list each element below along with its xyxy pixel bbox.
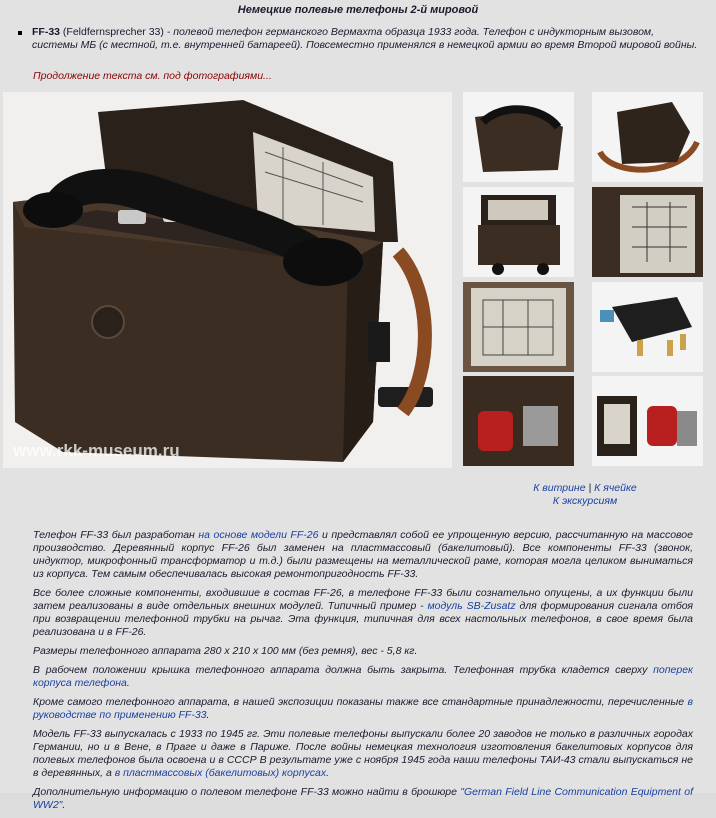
intro-text: - полевой телефон германского Вермахта образца 1933 года. Телефон с индукторным вызовом, системы МБ (с местной, т.е. внутренней батареей). Повсеместно применялся в немецкой армии во время Второй мировой войны. bbox=[32, 26, 698, 51]
page-title: Немецкие полевые телефоны 2-й мировой bbox=[237, 4, 479, 16]
intro-paragraph bbox=[18, 26, 698, 52]
thumbnail-3[interactable] bbox=[463, 282, 574, 372]
thumbnail-phone-strap bbox=[592, 92, 703, 182]
paragraph-2: Все более сложные компоненты, входившие в состав FF-26, в телефоне FF-33 были сознательно опущены, а их функции были затем реализованы в виде отдельных внешних модулей. Типичный пример - модуль SB-Zusatz для формирования сигнала отбоя при возвращении телефонной трубки на рычаг. Эта функция, типичная для всех настольных телефонов, в свое время была реализована и в FF-26. bbox=[33, 587, 694, 638]
thumbnail-internals bbox=[463, 376, 574, 466]
link-tours[interactable]: К экскурсиям bbox=[552, 495, 618, 507]
thumbnail-2[interactable] bbox=[463, 187, 574, 277]
paragraph-6: Модель FF-33 выпускалась с 1933 по 1945 гг. Эти полевые телефоны выпускали более 20 заводов не только в различных городах Германии, но и в Вене, в Праге и даже в Париже. После войны немецкая технология изготовления бакелитовых корпусов для полевых телефонов была освоена и в СССР В результате уже с ноября 1945 года наши телефоны ТАИ-43 стали выпускаться не в деревянных, а в пластмассовых (бакелитовых) корпусах. bbox=[33, 728, 693, 779]
thumbnail-5[interactable] bbox=[592, 92, 703, 182]
thumbnail-frame bbox=[592, 376, 703, 466]
link-manual[interactable]: в руководстве по применению FF-33 bbox=[33, 696, 693, 721]
link-sb-zusatz[interactable]: модуль SB-Zusatz bbox=[427, 600, 516, 612]
thumbnail-phone-closed bbox=[463, 92, 574, 182]
thumbnail-6[interactable] bbox=[592, 187, 703, 277]
model-full-name: (Feldfernsprecher 33) bbox=[60, 26, 164, 38]
model-name: FF-33 bbox=[32, 26, 61, 38]
thumbnail-8[interactable] bbox=[592, 376, 703, 466]
paragraph-1: Телефон FF-33 был разработан на основе модели FF-26 и представлял собой ее упрощенную версию, рассчитанную на массовое производство. Деревянный корпус FF-26 был заменен на пластмассовый (бакелитовый). Все компоненты FF-33 (звонок, индуктор, микрофонный трансформатор и т.д.) были размещены на металлической раме, которая могла целиком выниматься из корпуса. Тем самым обеспечивалась высокая ремонтопригодность FF-33. bbox=[33, 529, 693, 580]
paragraph-3: Размеры телефонного аппарата 280 х 210 х 100 мм (без ремня), вес - 5,8 кг. bbox=[33, 645, 418, 657]
thumbnail-4[interactable] bbox=[463, 376, 574, 466]
link-brochure[interactable]: "German Field Line Communication Equipment of WW2" bbox=[33, 786, 693, 811]
paragraph-5: Кроме самого телефонного аппарата, в нашей экспозиции показаны также все стандартные принадлежности, перечисленные в руководстве по применению FF-33. bbox=[33, 696, 693, 721]
thumbnail-lid-diagram bbox=[592, 187, 703, 277]
bullet-icon bbox=[18, 31, 22, 35]
field-telephone-photo bbox=[3, 92, 452, 468]
link-ff26[interactable]: на основе модели FF-26 bbox=[198, 529, 319, 541]
link-handset-position[interactable]: поперек корпуса телефона bbox=[33, 664, 693, 689]
paragraph-4: В рабочем положении крышка телефонного аппарата должна быть закрыта. Телефонная трубка кладется сверху поперек корпуса телефона. bbox=[33, 664, 693, 689]
main-photo[interactable] bbox=[3, 92, 452, 468]
thumbnail-1[interactable] bbox=[463, 92, 574, 182]
link-cell[interactable]: К ячейке bbox=[594, 482, 637, 494]
article-body bbox=[33, 529, 693, 818]
nav-separator: | bbox=[588, 482, 592, 494]
thumbnail-phone-open bbox=[463, 187, 574, 277]
thumbnail-module bbox=[592, 282, 703, 372]
watermark: www.rkk-museum.ru bbox=[13, 441, 180, 460]
paragraph-7: Дополнительную информацию о полевом телефоне FF-33 можно найти в брошюре "German Field Line Communication Equipment of WW2". bbox=[33, 786, 693, 811]
link-showcase[interactable]: К витрине bbox=[533, 482, 586, 494]
nav-links bbox=[500, 482, 670, 508]
continue-link[interactable]: Продолжение текста см. под фотографиями... bbox=[33, 70, 272, 82]
thumbnail-schematic bbox=[463, 282, 574, 372]
thumbnail-7[interactable] bbox=[592, 282, 703, 372]
link-bakelite-cases[interactable]: в пластмассовых (бакелитовых) корпусах bbox=[114, 767, 327, 779]
